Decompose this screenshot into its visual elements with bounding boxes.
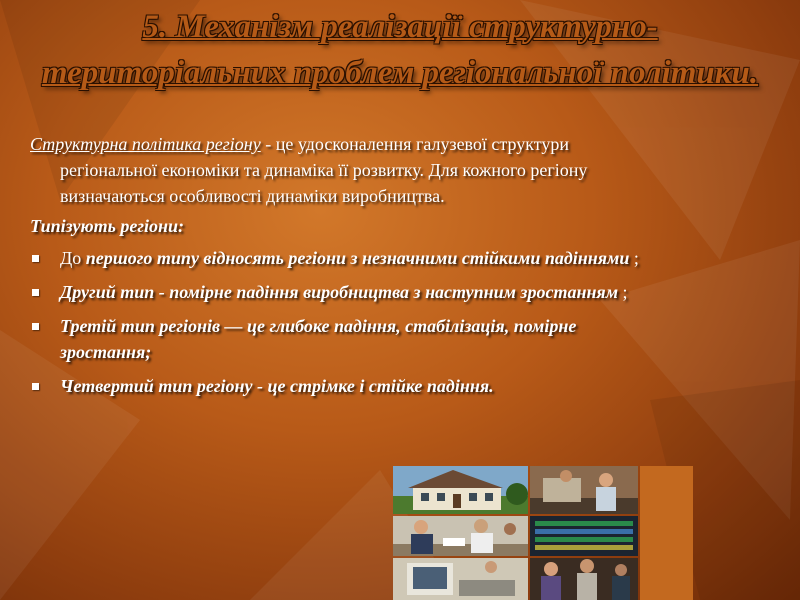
bullet-emphasis: Четвертий тип регіону - це стрімке і стійке падіння. <box>60 376 494 396</box>
list-item <box>30 373 670 399</box>
types-subheading: Типізують регіони: <box>30 216 184 236</box>
region-type-list <box>30 245 670 399</box>
slide-content <box>30 131 670 407</box>
definition-term: Структурна політика регіону <box>30 134 261 154</box>
bullet-prefix: До <box>60 248 86 268</box>
bullet-suffix: ; <box>629 248 639 268</box>
stock-board-photo <box>530 516 638 556</box>
square-bullet-icon <box>32 323 39 330</box>
bullet-emphasis: Другий тип - помірне падіння виробництва з наступним зростанням <box>60 282 619 302</box>
square-bullet-icon <box>32 255 39 262</box>
slide-title: 5. Механізм реалізації структурно-територіальних проблем регіональної політики. <box>41 9 759 91</box>
definition-paragraph <box>30 131 670 209</box>
square-bullet-icon <box>32 289 39 296</box>
workshop-photo <box>530 466 638 514</box>
square-bullet-icon <box>32 383 39 390</box>
list-item <box>30 245 670 271</box>
people-photo <box>530 558 638 600</box>
definition-text: - це удосконалення галузевої структури регіональної економіки та динаміка її розвитку. Для кожного регіону визначаються особливості динаміки виробництва. <box>60 134 588 206</box>
computer-photo <box>393 558 528 600</box>
bullet-emphasis: Третій тип регіонів — це глибоке падіння, стабілізація, помірне зростання; <box>60 316 577 362</box>
photo-collage <box>393 466 693 600</box>
list-item <box>30 313 670 365</box>
bullet-emphasis: першого типу відносять регіони з незначними стійкими падіннями <box>85 248 630 268</box>
office-meeting-photo <box>393 516 528 556</box>
orange-shade-panel <box>640 466 693 600</box>
house-photo <box>393 466 528 514</box>
bullet-suffix: ; <box>618 282 628 302</box>
list-item <box>30 279 670 305</box>
